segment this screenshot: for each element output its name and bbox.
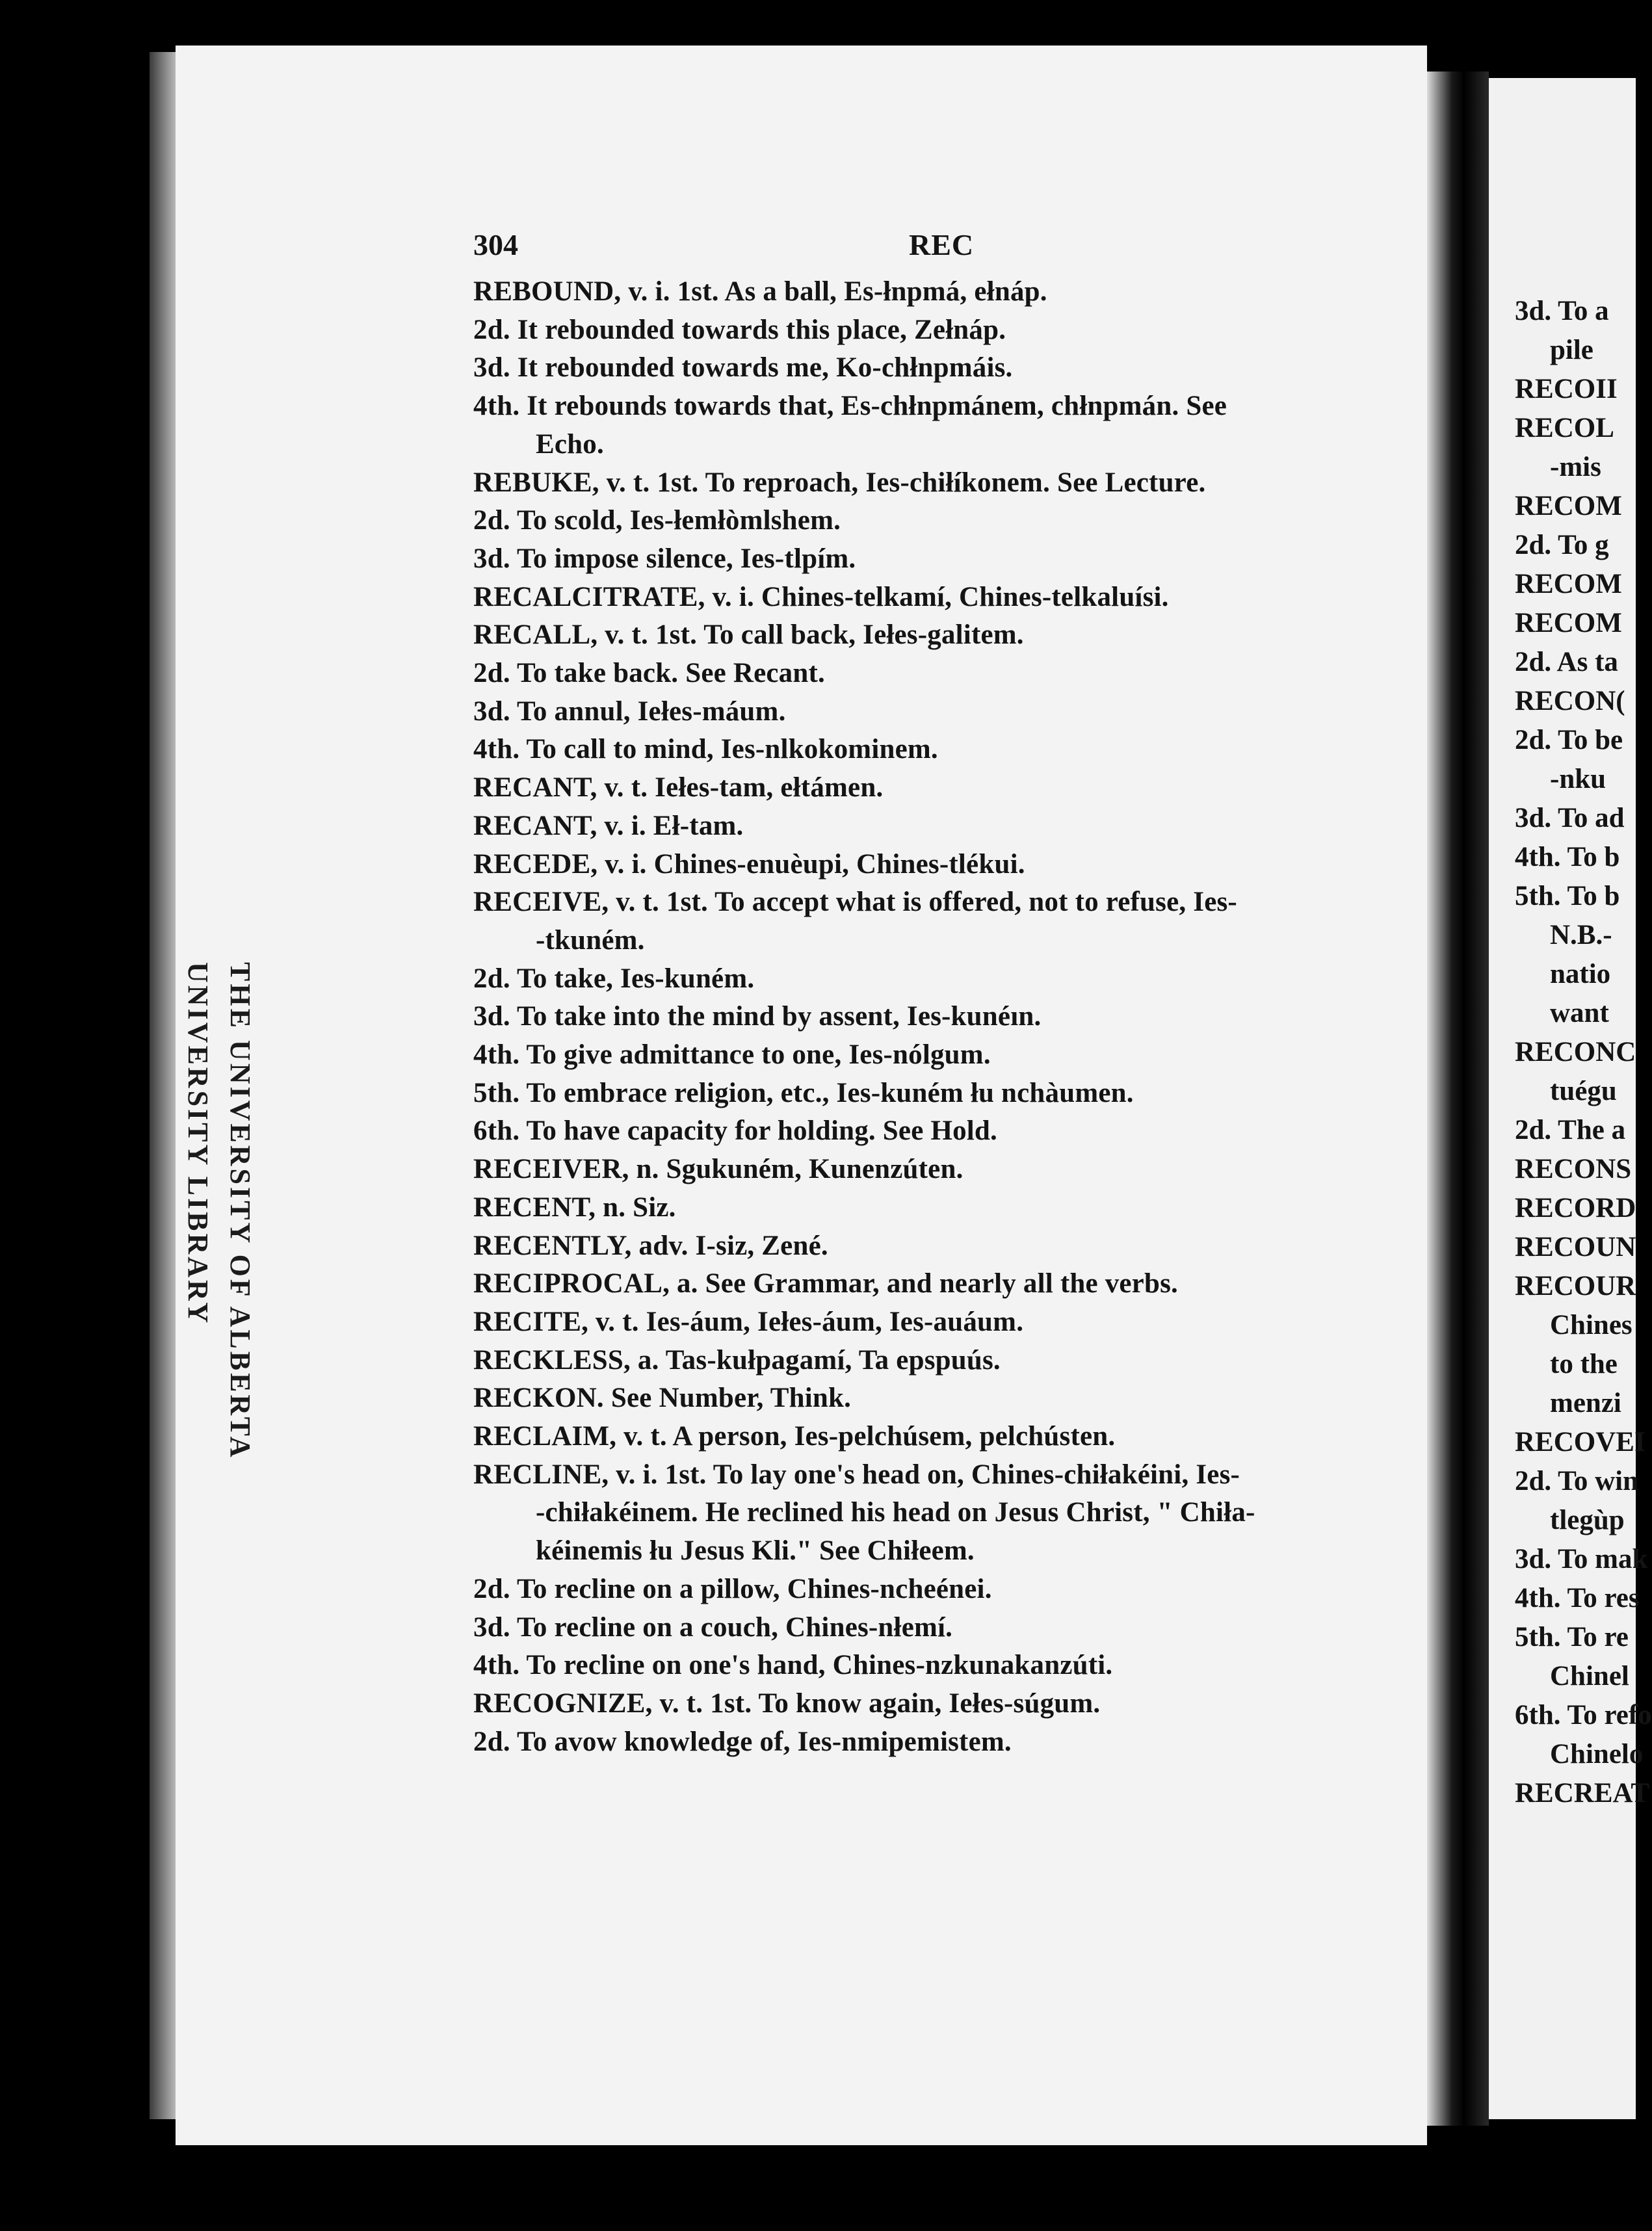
right-page-line: 2d. To g <box>1515 530 1609 560</box>
running-head: REC <box>909 228 975 261</box>
entry-line: RECENTLY, adv. I-siz, Zené. <box>473 1231 828 1261</box>
entry-line: 3d. It rebounded towards me, Ko-chłnpmáis. <box>473 352 1013 383</box>
right-page-line: want <box>1550 998 1609 1028</box>
entry-line: 3d. To recline on a couch, Chines-nłemí. <box>473 1612 953 1643</box>
entry-line: RECOGNIZE, v. t. 1st. To know again, Iełes-súgum. <box>473 1688 1101 1719</box>
entry-line: 4th. It rebounds towards that, Es-chłnpmánem, chłnpmán. See <box>473 391 1227 421</box>
page-header <box>473 228 1429 269</box>
stamp-line-university-of-alberta: THE UNIVERSITY OF ALBERTA <box>224 962 256 1460</box>
right-page-line: 2d. To win <box>1515 1466 1639 1496</box>
entry-line: 4th. To recline on one's hand, Chines-nzkunakanzúti. <box>473 1650 1113 1680</box>
right-page-line: -mis <box>1550 452 1601 482</box>
entry-line: RECKON. See Number, Think. <box>473 1383 852 1413</box>
entry-line: RECEIVER, n. Sgukuném, Kunenzúten. <box>473 1154 964 1184</box>
page-number: 304 <box>473 228 518 261</box>
entry-line: REBUKE, v. t. 1st. To reproach, Ies-chiłíkonem. See Lecture. <box>473 467 1206 498</box>
right-page-line: 4th. To b <box>1515 842 1620 872</box>
entry-line: 2d. To take, Ies-kuném. <box>473 963 755 994</box>
right-page-line: RECONC <box>1515 1037 1636 1067</box>
right-page-line: Chinel <box>1550 1661 1629 1691</box>
right-page-line: RECON( <box>1515 686 1625 716</box>
stamp-line-university-library: UNIVERSITY LIBRARY <box>182 962 214 1326</box>
entry-line: 3d. To impose silence, Ies-tlpím. <box>473 543 856 574</box>
right-page-line: N.B.- <box>1550 920 1612 950</box>
library-stamp <box>166 962 283 1716</box>
right-page-line: RECOL <box>1515 413 1614 443</box>
entry-line: RECALCITRATE, v. i. Chines-telkamí, Chines-telkaluísi. <box>473 582 1169 612</box>
entry-line: -chiłakéinem. He reclined his head on Jesus Christ, " Chiła- <box>536 1497 1255 1528</box>
entry-line: RECITE, v. t. Ies-áum, Iełes-áum, Ies-auáum. <box>473 1307 1024 1337</box>
right-page-line: RECOM <box>1515 491 1622 521</box>
right-page-line: RECOUN <box>1515 1232 1636 1262</box>
entry-line: 2d. It rebounded towards this place, Zełnáp. <box>473 315 1006 345</box>
entry-line: REBOUND, v. i. 1st. As a ball, Es-łnpmá, ełnáp. <box>473 276 1047 307</box>
right-page-line: 2d. To be <box>1515 725 1623 755</box>
entry-line: 2d. To take back. See Recant. <box>473 658 825 688</box>
entry-line: RECANT, v. i. Eł-tam. <box>473 811 744 841</box>
right-page-line: RECORD <box>1515 1193 1636 1223</box>
entry-line: RECALL, v. t. 1st. To call back, Iełes-galitem. <box>473 620 1024 650</box>
right-page-line: natio <box>1550 959 1611 989</box>
entry-line: 4th. To call to mind, Ies-nlkokominem. <box>473 734 938 764</box>
right-page-line: 3d. To ad <box>1515 803 1625 833</box>
right-page-line: RECONS <box>1515 1154 1632 1184</box>
entry-line: 2d. To scold, Ies-łemłòmlshem. <box>473 505 841 536</box>
right-page-line: RECOM <box>1515 608 1622 638</box>
right-page-line: -nku <box>1550 764 1606 794</box>
entry-line: 3d. To annul, Iełes-máum. <box>473 696 786 727</box>
entry-line: 2d. To recline on a pillow, Chines-ncheénei. <box>473 1574 992 1604</box>
right-page-line: menzi <box>1550 1388 1621 1418</box>
entry-line: kéinemis łu Jesus Kli." See Chiłeem. <box>536 1535 975 1566</box>
right-page-line: 5th. To re <box>1515 1622 1629 1652</box>
page-gutter <box>1427 72 1489 2126</box>
right-page-line: Chines <box>1550 1310 1632 1340</box>
right-page-line: 3d. To mak <box>1515 1544 1648 1574</box>
right-page-line: to the <box>1550 1349 1618 1379</box>
right-page-line: RECOII <box>1515 374 1618 404</box>
right-page-line: 4th. To res <box>1515 1583 1640 1613</box>
entry-line: RECKLESS, a. Tas-kułpagamí, Ta epspuús. <box>473 1345 1001 1376</box>
entry-line: 3d. To take into the mind by assent, Ies-kunéın. <box>473 1001 1042 1032</box>
right-page <box>1489 78 1652 2119</box>
right-page-line: 3d. To a <box>1515 296 1609 326</box>
entry-line: RECANT, v. t. Iełes-tam, ełtámen. <box>473 772 884 803</box>
entry-line: -tkuném. <box>536 925 645 956</box>
entry-line: 5th. To embrace religion, etc., Ies-kuném łu nchàumen. <box>473 1078 1134 1108</box>
right-page-line: RECOVEI <box>1515 1427 1645 1457</box>
entry-line: RECEIVE, v. t. 1st. To accept what is offered, not to refuse, Ies- <box>473 887 1237 917</box>
entry-line: RECENT, n. Siz. <box>473 1192 676 1223</box>
right-page-line: RECREAT <box>1515 1778 1650 1808</box>
entry-line: 2d. To avow knowledge of, Ies-nmipemistem. <box>473 1727 1012 1757</box>
right-page-line: 2d. As ta <box>1515 647 1618 677</box>
entry-line: RECLINE, v. i. 1st. To lay one's head on, Chines-chiłakéini, Ies- <box>473 1459 1240 1490</box>
right-page-line: Chinelo <box>1550 1739 1644 1769</box>
right-page-line: tlegùp <box>1550 1505 1625 1535</box>
entry-line: 4th. To give admittance to one, Ies-nólgum. <box>473 1039 991 1070</box>
right-page-line: 5th. To b <box>1515 881 1620 911</box>
entry-line: RECLAIM, v. t. A person, Ies-pelchúsem, pelchústen. <box>473 1421 1116 1452</box>
entry-line: Echo. <box>536 429 604 460</box>
right-page-line: pile <box>1550 335 1593 365</box>
right-page-line: 6th. To refo <box>1515 1700 1652 1730</box>
right-page-line: RECOM <box>1515 569 1622 599</box>
entry-line: RECEDE, v. i. Chines-enuèupi, Chines-tlékui. <box>473 849 1025 880</box>
right-page-line: RECOUR <box>1515 1271 1636 1301</box>
right-page-line: tuégu <box>1550 1076 1617 1106</box>
entry-line: 6th. To have capacity for holding. See Hold. <box>473 1116 998 1146</box>
right-page-line: 2d. The a <box>1515 1115 1626 1145</box>
entry-line: RECIPROCAL, a. See Grammar, and nearly all the verbs. <box>473 1268 1178 1299</box>
